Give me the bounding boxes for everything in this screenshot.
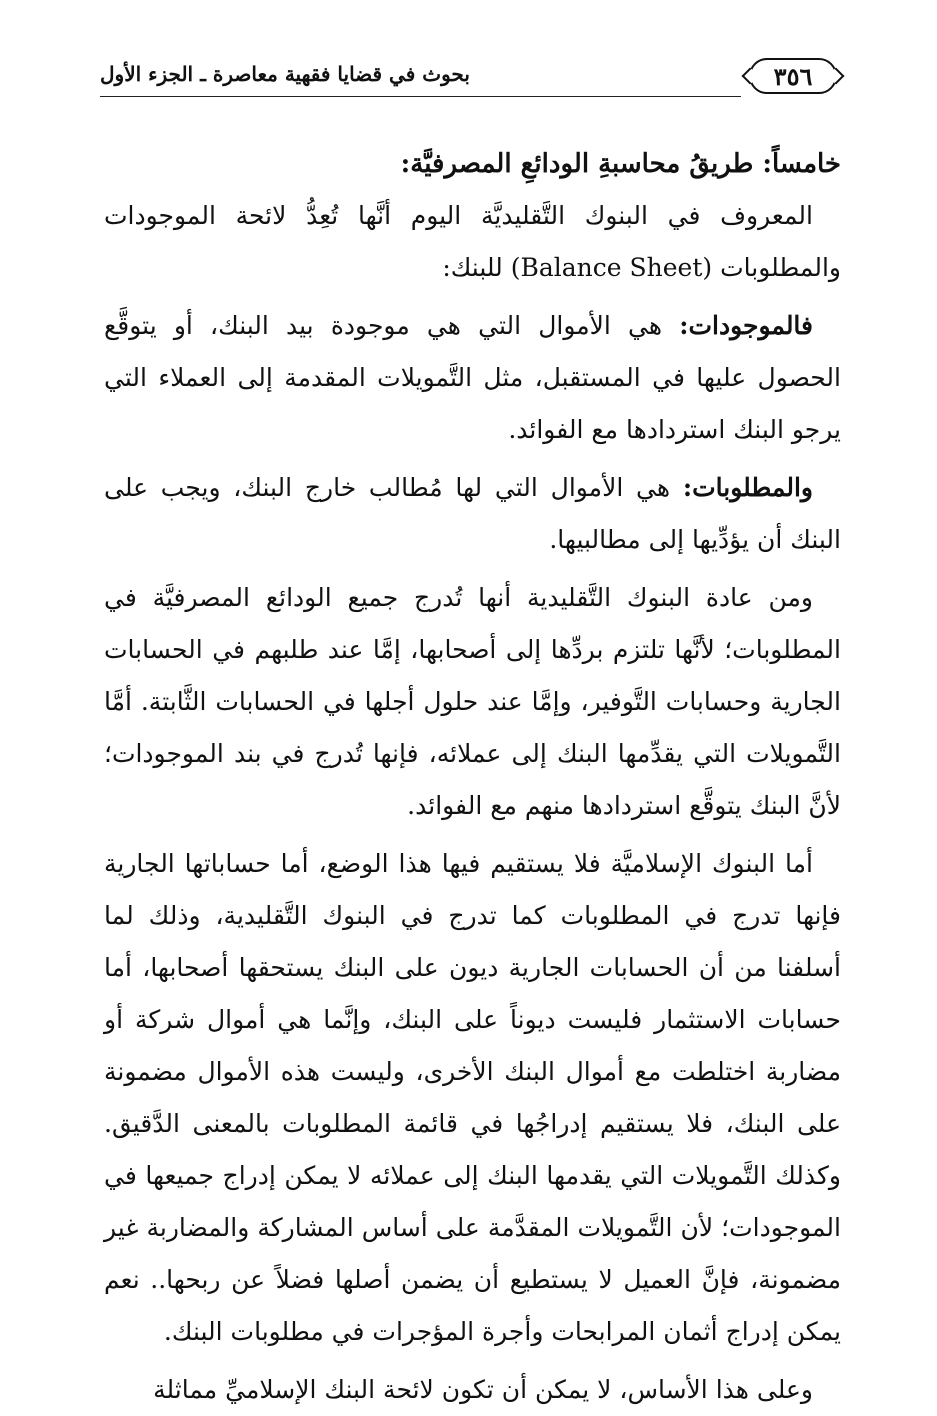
term-assets: فالموجودات: <box>679 311 813 340</box>
header-divider <box>100 96 741 97</box>
assets-definition: هي الأموال التي هي موجودة بيد البنك، أو يتوقَّع الحصول عليها في المستقبل، مثل التَّمويلات المقدمة إلى العملاء التي يرجو البنك استردادها مع الفوائد. <box>104 311 841 444</box>
page-body <box>104 138 841 1416</box>
paragraph-liabilities <box>104 462 841 566</box>
paragraph-islamic-banks: أما البنوك الإسلاميَّة فلا يستقيم فيها هذا الوضع، أما حساباتها الجارية فإنها تدرج في المطلوبات كما تدرج في البنوك التَّقليدية، وذلك لما أسلفنا من أن الحسابات الجارية ديون على البنك يستحقها أصحابها، أما حسابات الاستثمار فليست ديوناً على البنك، وإنَّما هي أموال شركة أو مضاربة اختلطت مع أموال البنك الأخرى، وليست هذه الأموال مضمونة على البنك، فلا يستقيم إدراجُها في قائمة المطلوبات بالمعنى الدَّقيق. وكذلك التَّمويلات التي يقدمها البنك إلى عملائه لا يمكن إدراج جميعها في الموجودات؛ لأن التَّمويلات المقدَّمة على أساس المشاركة والمضاربة غير مضمونة، فإنَّ العميل لا يستطيع أن يضمن أصلها فضلاً عن ربحها.. نعم يمكن إدراج أثمان المرابحات وأجرة المؤجرات في مطلوبات البنك. <box>104 849 841 1346</box>
section-heading: خامساً: طريقُ محاسبةِ الودائعِ المصرفيَّة: <box>400 149 841 179</box>
term-liabilities: والمطلوبات: <box>682 473 813 502</box>
running-title: بحوث في قضايا فقهية معاصرة ـ الجزء الأول <box>100 62 470 86</box>
paragraph-conclusion: وعلى هذا الأساس، لا يمكن أن تكون لائحة البنك الإسلاميِّ مماثلة <box>153 1375 813 1404</box>
liabilities-definition: هي الأموال التي لها مُطالب خارج البنك، ويجب على البنك أن يؤدِّيها إلى مطالبيها. <box>104 473 841 554</box>
paragraph-intro: المعروف في البنوك التَّقليديَّة اليوم أنَّها تُعِدُّ لائحة الموجودات والمطلوبات (Balance Sheet) للبنك: <box>104 201 841 282</box>
page-header <box>100 52 837 98</box>
page-number-badge <box>749 58 837 94</box>
paragraph-conventional-banks: ومن عادة البنوك التَّقليدية أنها تُدرج جميع الودائع المصرفيَّة في المطلوبات؛ لأنَّها تلتزم بردِّها إلى أصحابها، إمَّا عند طلبهم في الحسابات الجارية وحسابات التَّوفير، وإمَّا عند حلول أجلها في الحسابات الثَّابتة. أمَّا التَّمويلات التي يقدِّمها البنك إلى عملائه، فإنها تُدرج في بند الموجودات؛ لأنَّ البنك يتوقَّع استردادها منهم مع الفوائد. <box>104 583 842 820</box>
page-number: ٣٥٦ <box>773 61 813 91</box>
paragraph-assets <box>104 300 841 456</box>
